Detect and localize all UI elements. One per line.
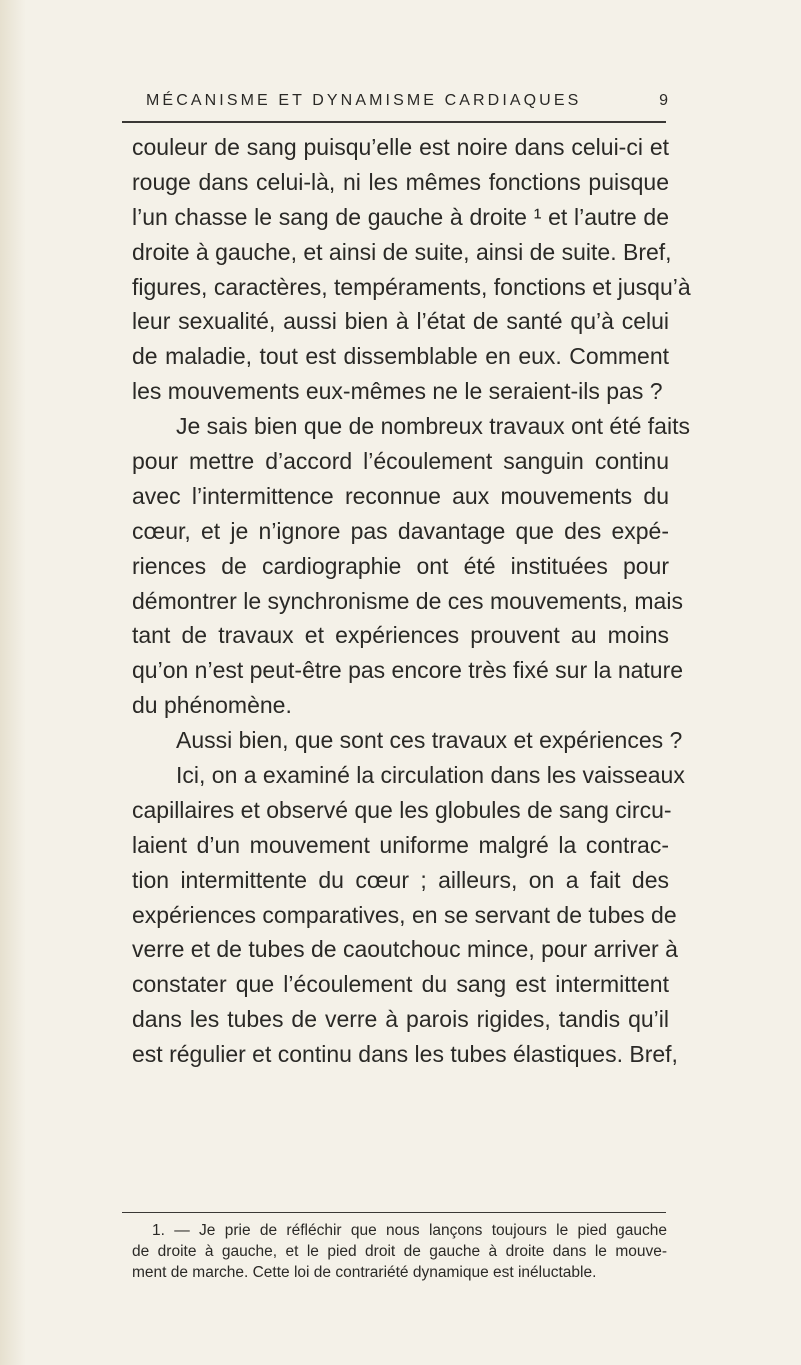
- text-line: qu’on n’est peut-être pas encore très fixé sur la nature: [132, 657, 684, 684]
- text-line: démontrer le synchronisme de ces mouvements, mais: [132, 587, 683, 614]
- page-number: 9: [659, 92, 668, 109]
- text-line: laient d’un mouvement uniforme malgré la contrac-: [132, 831, 669, 858]
- text-line: cœur, et je n’ignore pas davantage que des expé-: [132, 517, 669, 544]
- text-line: capillaires et observé que les globules de sang circu-: [132, 796, 672, 823]
- text-line: les mouvements eux-mêmes ne le seraient-ils pas ?: [132, 378, 663, 405]
- header-rule: [122, 121, 666, 123]
- text-line: Aussi bien, que sont ces travaux et expériences ?: [176, 727, 683, 754]
- text-line: est régulier et continu dans les tubes élastiques. Bref,: [132, 1041, 678, 1068]
- text-line: du phénomène.: [132, 692, 292, 719]
- text-line: tant de travaux et expériences prouvent au moins: [132, 622, 669, 649]
- text-line: tion intermittente du cœur ; ailleurs, on a fait des: [132, 866, 669, 893]
- text-line: l’un chasse le sang de gauche à droite ¹ et l’autre de: [132, 203, 669, 230]
- running-title: MÉCANISME ET DYNAMISME CARDIAQUES: [146, 92, 582, 109]
- text-line: riences de cardiographie ont été instituées pour: [132, 552, 669, 579]
- body-text: [132, 130, 691, 1072]
- text-line: figures, caractères, tempéraments, fonctions et jusqu’à: [132, 273, 691, 300]
- text-line: pour mettre d’accord l’écoulement sanguin continu: [132, 448, 669, 475]
- text-line: constater que l’écoulement du sang est intermittent: [132, 971, 669, 998]
- footnote-line: de droite à gauche, et le pied droit de gauche à droite dans le mouve-: [132, 1243, 667, 1260]
- text-line: Ici, on a examiné la circulation dans les vaisseaux: [176, 762, 685, 789]
- footnote-rule: [122, 1212, 666, 1213]
- text-line: verre et de tubes de caoutchouc mince, pour arriver à: [132, 936, 678, 963]
- footnote: [132, 1220, 667, 1283]
- text-line: rouge dans celui-là, ni les mêmes fonctions puisque: [132, 168, 669, 195]
- text-line: avec l’intermittence reconnue aux mouvements du: [132, 482, 669, 509]
- text-line: de maladie, tout est dissemblable en eux. Comment: [132, 343, 669, 370]
- footnote-line: 1. — Je prie de réfléchir que nous lançons toujours le pied gauche: [152, 1222, 667, 1239]
- text-line: dans les tubes de verre à parois rigides, tandis qu’il: [132, 1006, 669, 1033]
- text-line: expériences comparatives, en se servant de tubes de: [132, 901, 677, 928]
- text-line: droite à gauche, et ainsi de suite, ainsi de suite. Bref,: [132, 238, 672, 265]
- footnote-line: ment de marche. Cette loi de contrariété dynamique est inéluctable.: [132, 1264, 597, 1281]
- page-header: [122, 92, 668, 116]
- text-line: leur sexualité, aussi bien à l’état de santé qu’à celui: [132, 308, 669, 335]
- page-edge-shadow: [0, 0, 26, 1365]
- text-line: Je sais bien que de nombreux travaux ont été faits: [176, 413, 690, 440]
- text-line: couleur de sang puisqu’elle est noire dans celui-ci et: [132, 134, 669, 160]
